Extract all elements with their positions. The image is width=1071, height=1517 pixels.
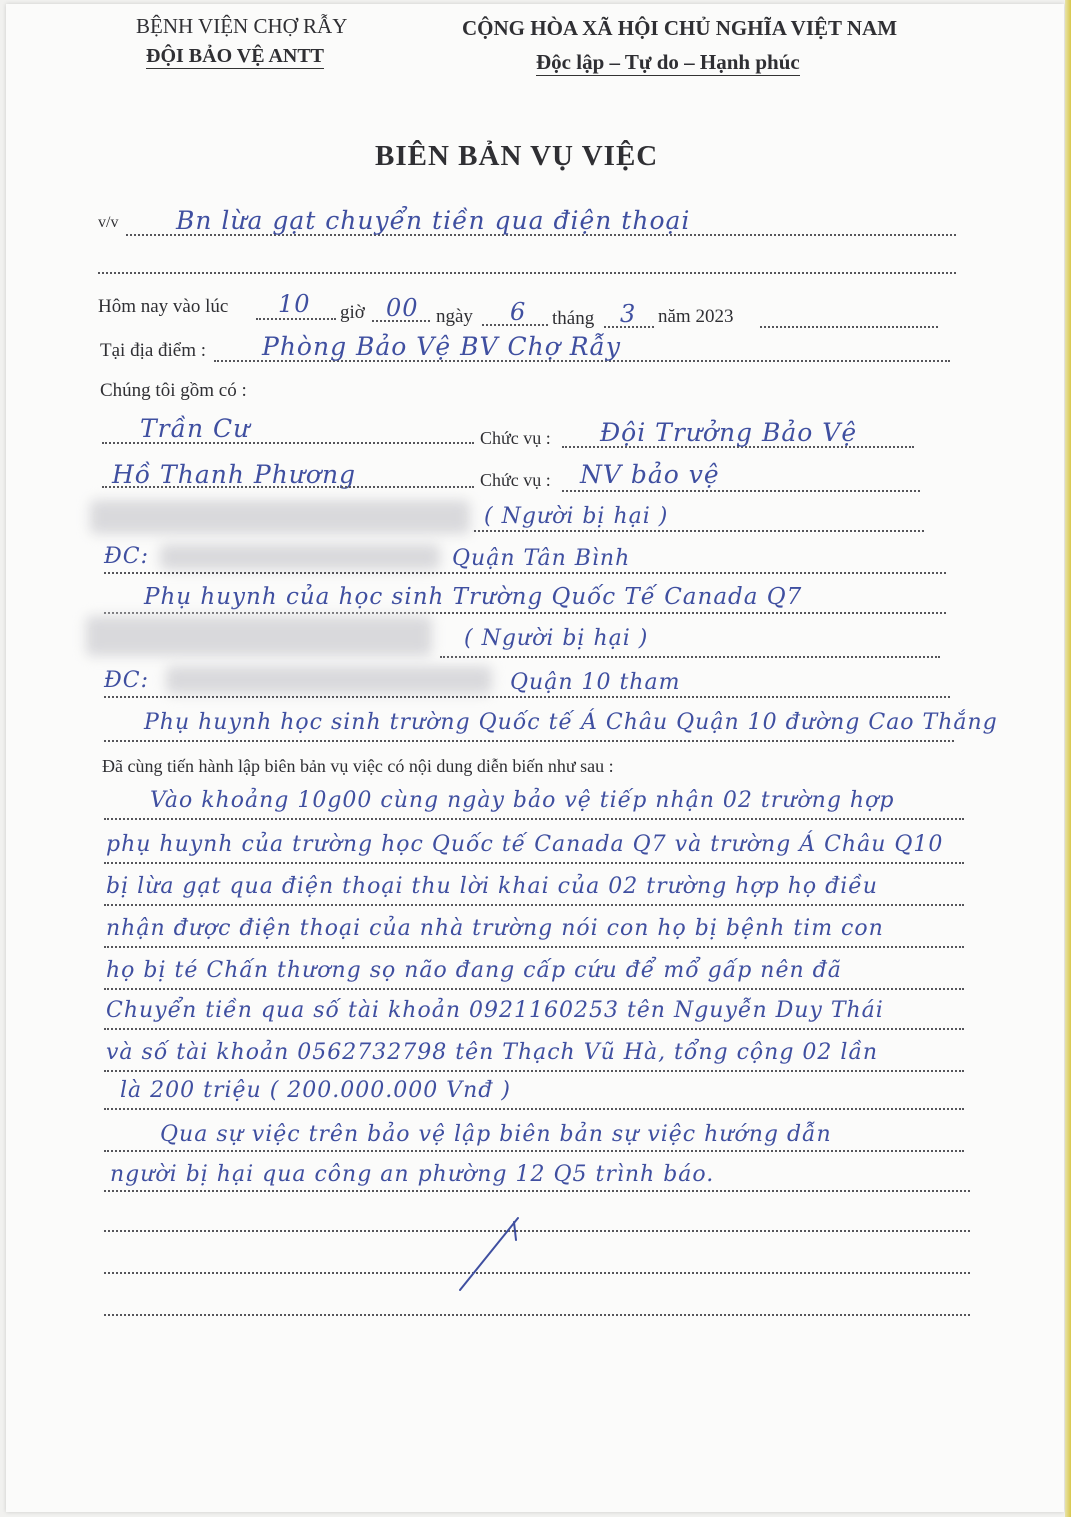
motto: Độc lập – Tự do – Hạnh phúc bbox=[536, 50, 800, 74]
content-line: Qua sự việc trên bảo vệ lập biên bản sự việc hướng dẫn bbox=[160, 1122, 832, 1147]
content-line: Vào khoảng 10g00 cùng ngày bảo vệ tiếp nhận 02 trường hợp bbox=[150, 788, 895, 813]
hour-label: giờ bbox=[340, 302, 365, 323]
member-name-1: Trần Cư bbox=[140, 414, 251, 443]
location-value: Phòng Bảo Vệ BV Chợ Rẫy bbox=[262, 332, 621, 361]
vv-label: v/v bbox=[98, 214, 119, 231]
victim-address-label-2: ĐC: bbox=[104, 668, 150, 693]
hospital-name: BỆNH VIỆN CHỢ RẪY bbox=[136, 14, 348, 38]
time-label: Hôm nay vào lúc bbox=[98, 296, 229, 317]
location-label: Tại địa điểm : bbox=[100, 340, 207, 361]
hour-value: 10 bbox=[278, 290, 311, 318]
redacted-name-2 bbox=[86, 616, 432, 656]
member-role-label-1: Chức vụ : bbox=[480, 428, 551, 448]
redacted-address-1 bbox=[160, 544, 440, 570]
day-value: 6 bbox=[510, 298, 527, 326]
redacted-address-2 bbox=[166, 666, 492, 694]
content-line: họ bị té Chấn thương sọ não đang cấp cứu để mổ gấp nên đã bbox=[106, 958, 842, 983]
victim-address-label-1: ĐC: bbox=[104, 544, 150, 569]
content-line: là 200 triệu ( 200.000.000 Vnđ ) bbox=[120, 1078, 511, 1103]
content-line: nhận được điện thoại của nhà trường nói con họ bị bệnh tim con bbox=[106, 916, 884, 941]
paper-edge bbox=[1065, 0, 1071, 1517]
month-label: tháng bbox=[552, 308, 595, 329]
victim-address-2: Quận 10 tham bbox=[510, 670, 681, 695]
closing-pen-stroke bbox=[440, 1210, 530, 1300]
member-role-1: Đội Trưởng Bảo Vệ bbox=[600, 418, 858, 447]
content-line: người bị hại qua công an phường 12 Q5 trình báo. bbox=[110, 1162, 715, 1187]
day-label: ngày bbox=[436, 306, 473, 327]
victim-note-2: ( Người bị hại ) bbox=[464, 626, 649, 651]
republic-title: CỘNG HÒA XÃ HỘI CHỦ NGHĨA VIỆT NAM bbox=[462, 16, 898, 40]
minute-value: 00 bbox=[386, 294, 419, 322]
content-line: phụ huynh của trường học Quốc tế Canada Q7 và trường Á Châu Q10 bbox=[106, 832, 944, 857]
unit-name: ĐỘI BẢO VỆ ANTT bbox=[146, 45, 325, 67]
year-label: năm 2023 bbox=[658, 306, 734, 327]
redacted-name-1 bbox=[90, 500, 470, 534]
content-line: bị lừa gạt qua điện thoại thu lời khai của 02 trường hợp họ điều bbox=[106, 874, 878, 899]
victim-desc-2: Phụ huynh học sinh trường Quốc tế Á Châu Quận 10 đường Cao Thắng bbox=[144, 710, 998, 735]
victim-note-1: ( Người bị hại ) bbox=[484, 504, 669, 529]
member-name-2: Hồ Thanh Phương bbox=[112, 460, 357, 489]
content-line: Chuyển tiền qua số tài khoản 0921160253 tên Nguyễn Duy Thái bbox=[106, 998, 884, 1023]
month-value: 3 bbox=[620, 300, 637, 328]
content-label: Đã cùng tiến hành lập biên bản vụ việc có nội dung diễn biến như sau : bbox=[102, 756, 614, 776]
member-role-label-2: Chức vụ : bbox=[480, 470, 551, 490]
victim-address-1: Quận Tân Bình bbox=[452, 546, 631, 571]
content-line: và số tài khoản 0562732798 tên Thạch Vũ Hà, tổng cộng 02 lần bbox=[106, 1040, 879, 1065]
victim-desc-1: Phụ huynh của học sinh Trường Quốc Tế Canada Q7 bbox=[144, 584, 803, 610]
vv-value: Bn lừa gạt chuyển tiền qua điện thoại bbox=[176, 206, 691, 235]
members-label: Chúng tôi gồm có : bbox=[100, 380, 247, 401]
page-title: BIÊN BẢN VỤ VIỆC bbox=[375, 140, 659, 172]
member-role-2: NV bảo vệ bbox=[580, 460, 720, 489]
